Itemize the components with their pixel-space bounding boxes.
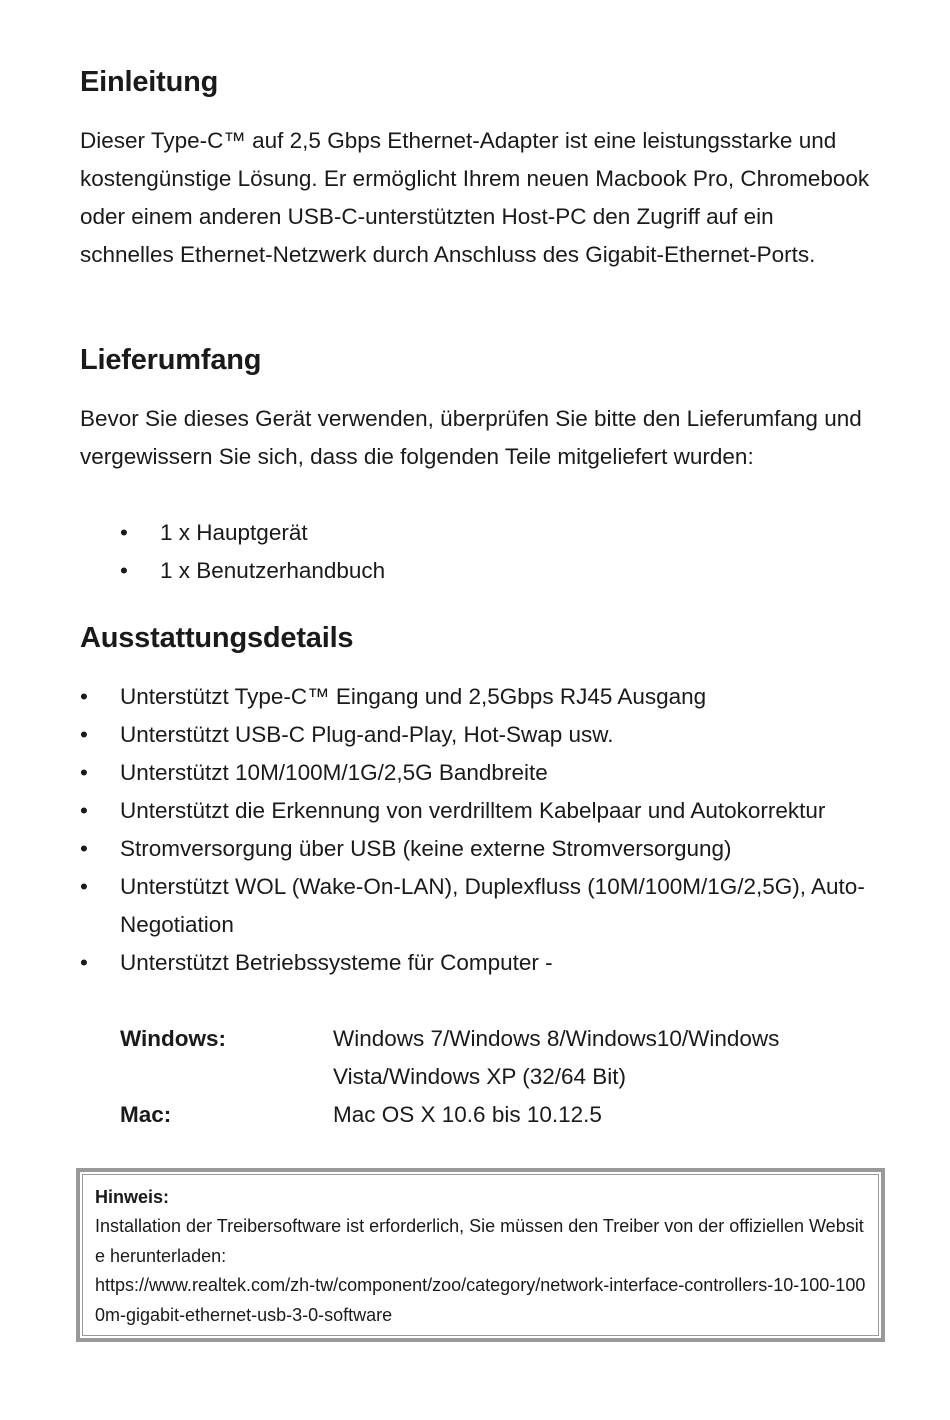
bullet-icon: • [80,836,88,861]
table-row [120,1020,880,1096]
os-value-mac: Mac OS X 10.6 bis 10.12.5 [333,1102,602,1127]
bullet-icon: • [80,874,88,899]
features-heading: Ausstattungsdetails [80,622,354,654]
list-item [80,792,880,830]
list-item-text: Unterstützt USB-C Plug-and-Play, Hot-Swap usw. [120,722,614,747]
list-item-text: Stromversorgung über USB (keine externe Stromversorgung) [120,836,732,861]
bullet-icon: • [120,558,128,583]
scope-paragraph: Bevor Sie dieses Gerät verwenden, überprüfen Sie bitte den Lieferumfang und vergewissern Sie sich, dass die folgenden Teile mitgeliefert wurden: [80,406,862,469]
list-item-text: 1 x Hauptgerät [160,520,308,545]
bullet-icon: • [80,798,88,823]
list-item [80,830,880,868]
bullet-icon: • [80,684,88,709]
list-item [80,868,880,944]
note-text: Installation der Treibersoftware ist erforderlich, Sie müssen den Treiber von der offiziellen Website herunterladen: [95,1216,864,1266]
note-inner-frame [82,1174,879,1336]
driver-download-url[interactable]: https://www.realtek.com/zh-tw/component/zoo/category/network-interface-controllers-10-100-1000m-gigabit-ethernet-usb-3-0-software [95,1275,866,1325]
list-item-text: Unterstützt Type-C™ Eingang und 2,5Gbps RJ45 Ausgang [120,684,707,709]
list-item [80,552,385,590]
scope-list [80,514,385,590]
table-row [120,1096,880,1134]
list-item [80,716,880,754]
intro-heading: Einleitung [80,66,219,98]
list-item-text: 1 x Benutzerhandbuch [160,558,386,583]
list-item [80,678,880,716]
list-item-text: Unterstützt 10M/100M/1G/2,5G Bandbreite [120,760,548,785]
list-item-text: Unterstützt Betriebssysteme für Computer - [120,950,553,975]
bullet-icon: • [80,950,88,975]
os-label-mac: Mac: [120,1102,172,1127]
list-item [80,514,385,552]
list-item [80,754,880,792]
list-item-text: Unterstützt die Erkennung von verdrilltem Kabelpaar und Autokorrektur [120,798,826,823]
note-box [76,1168,885,1342]
os-support-table [120,1020,880,1134]
feature-list [80,678,880,982]
note-title: Hinweis: [95,1187,170,1207]
os-value-windows: Windows 7/Windows 8/Windows10/Windows Vista/Windows XP (32/64 Bit) [333,1026,780,1089]
bullet-icon: • [80,760,88,785]
list-item [80,944,880,982]
intro-paragraph: Dieser Type-C™ auf 2,5 Gbps Ethernet-Adapter ist eine leistungsstarke und kostengünstige Lösung. Er ermöglicht Ihrem neuen Macbook Pro, Chromebook oder einem anderen USB-C-unterstützten Host-PC den Zugriff auf ein schnelles Ethernet-Netzwerk durch Anschluss des Gigabit-Ethernet-Ports. [80,128,870,267]
bullet-icon: • [120,520,128,545]
scope-heading: Lieferumfang [80,344,262,376]
bullet-icon: • [80,722,88,747]
list-item-text: Unterstützt WOL (Wake-On-LAN), Duplexfluss (10M/100M/1G/2,5G), Auto-Negotiation [120,874,865,937]
os-label-windows: Windows: [120,1026,227,1051]
